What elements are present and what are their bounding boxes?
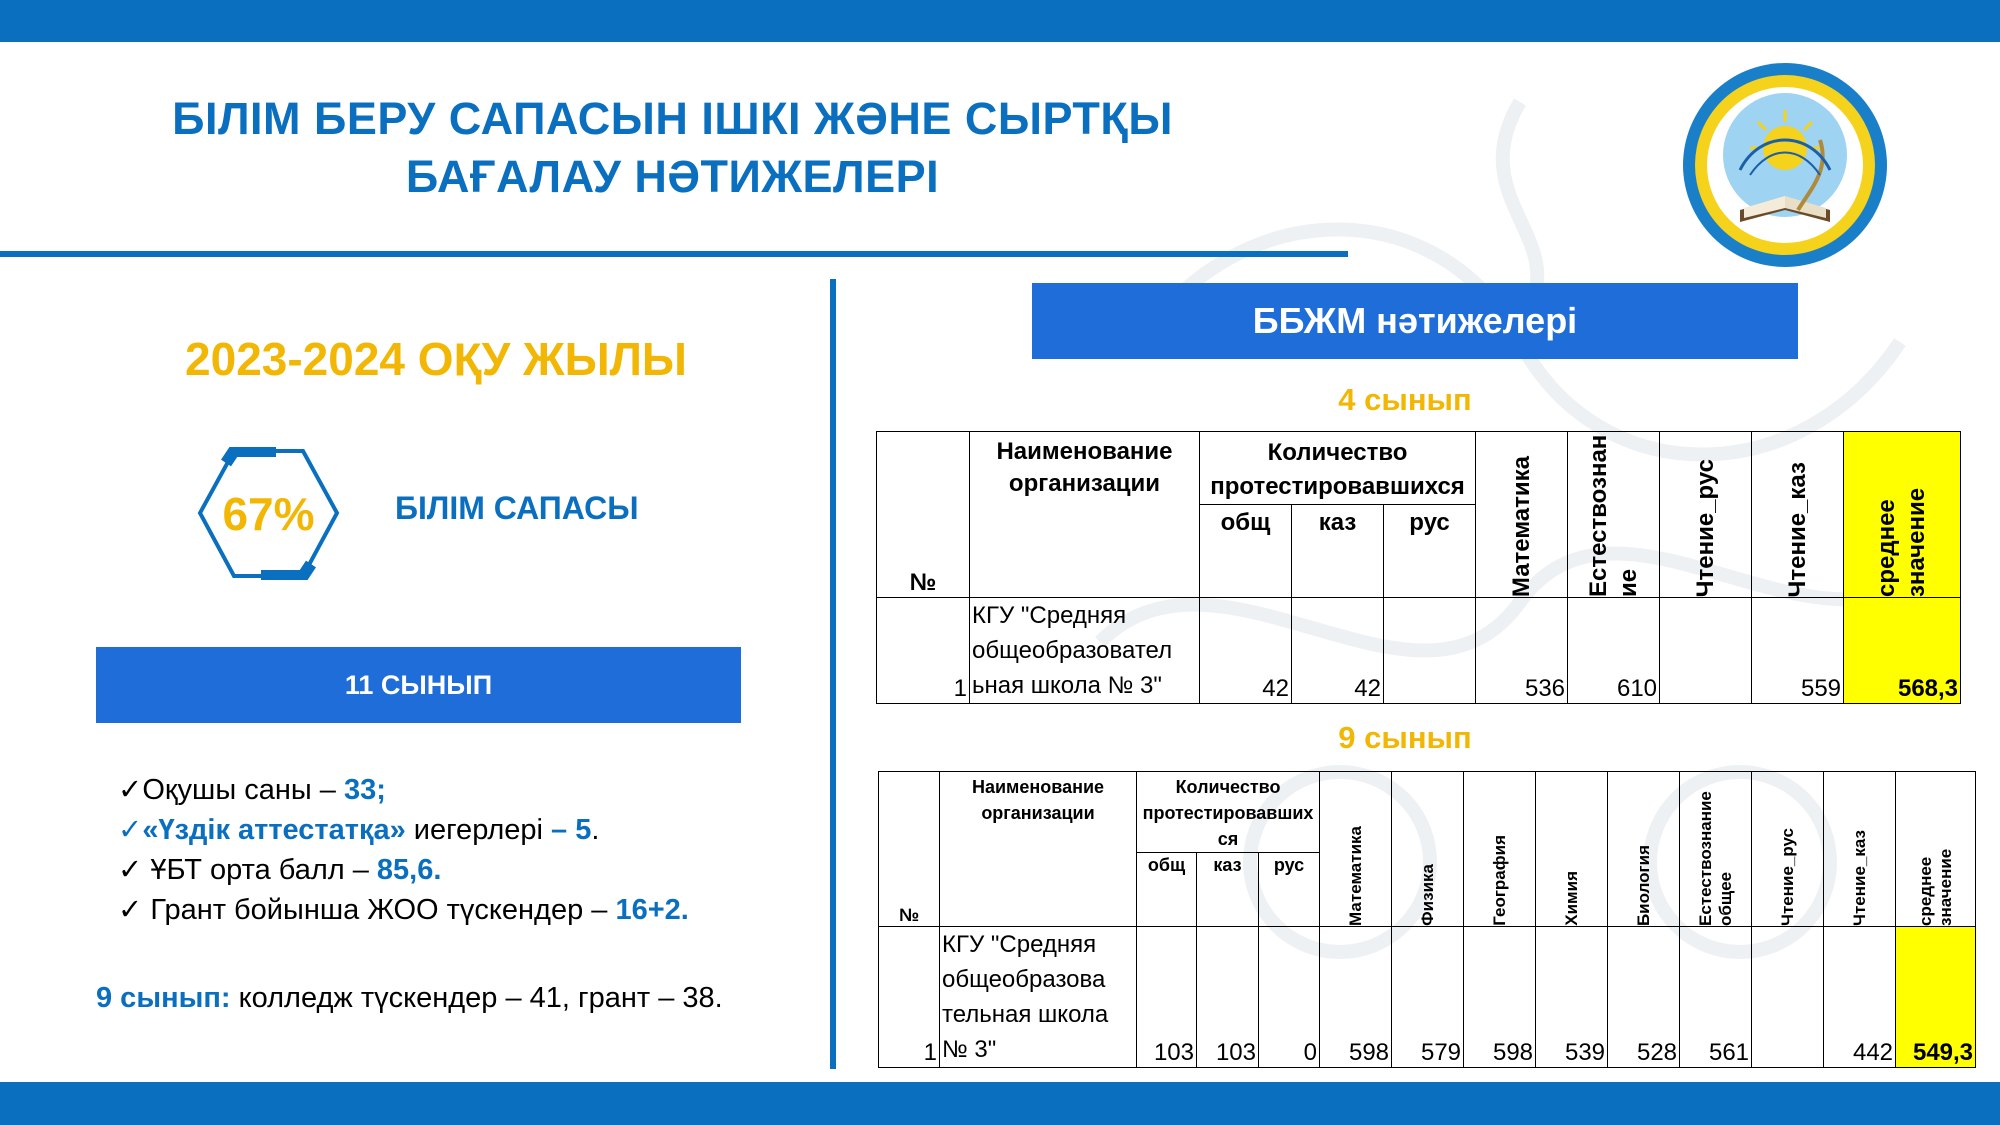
col-subject-header: Чтение_рус [1752, 772, 1824, 927]
table-row: 1 КГУ "Средняя общеобразовател ьная школа № 3" 42 42 536 610 559 568,3 [877, 598, 1961, 704]
col-average-header: среднее значение [1844, 432, 1961, 598]
col-subject-header: Чтение_каз [1752, 432, 1844, 598]
check-icon: ✓ [118, 814, 143, 846]
col-subject-header: Чтение_каз [1824, 772, 1896, 927]
bottom-bar [0, 1082, 2000, 1125]
list-item: ✓ ҰБТ орта балл – 85,6. [118, 854, 442, 886]
col-rus-header: рус [1384, 505, 1476, 598]
col-count-header: Количество протестировавших ся [1137, 772, 1320, 853]
top-bar [0, 0, 2000, 42]
check-icon: ✓ [118, 774, 143, 806]
org-name-cell: КГУ "Средняя общеобразова тельная школа № 3" [940, 927, 1137, 1068]
bbzhm-results-band: ББЖМ нәтижелері [1032, 283, 1798, 359]
col-number-header: № [877, 432, 970, 598]
col-subject-header: Физика [1392, 772, 1464, 927]
col-subject-header: Естествознание общее [1680, 772, 1752, 927]
list-item: ✓ Грант бойынша ЖОО түскендер – 16+2. [118, 894, 689, 926]
vertical-divider [830, 279, 836, 1069]
col-subject-header: Химия [1536, 772, 1608, 927]
list-item: ✓Оқушы саны – 33; [118, 774, 386, 806]
school-emblem-logo [1680, 60, 1890, 270]
col-count-header: Количество протестировавшихся [1200, 432, 1476, 505]
col-org-header: Наименование организации [940, 772, 1137, 927]
grade4-results-table [876, 431, 1961, 704]
grade4-heading: 4 сынып [1338, 382, 1472, 417]
org-name-cell: КГУ "Средняя общеобразовател ьная школа № 3" [970, 598, 1200, 704]
page-title-line1: БІЛІМ БЕРУ САПАСЫН ІШКІ ЖӘНЕ СЫРТҚЫ [172, 93, 1173, 144]
col-subject-header: Чтение_рус [1660, 432, 1752, 598]
list-item: ✓«Үздік аттестатқа» иегерлері – 5. [118, 814, 600, 846]
col-total-header: общ [1200, 505, 1292, 598]
col-average-header: среднее значение [1896, 772, 1976, 927]
quality-label: БІЛІМ САПАСЫ [395, 490, 639, 526]
average-value: 549,3 [1896, 927, 1976, 1068]
col-kaz-header: каз [1197, 853, 1259, 927]
col-total-header: общ [1137, 853, 1197, 927]
grade9-heading: 9 сынып [1338, 720, 1472, 755]
title-underline [0, 251, 1348, 257]
academic-year-heading: 2023-2024 ОҚУ ЖЫЛЫ [185, 333, 687, 385]
check-icon: ✓ [118, 894, 143, 926]
col-subject-header: Биология [1608, 772, 1680, 927]
col-number-header: № [879, 772, 940, 927]
col-org-header: Наименование организации [970, 432, 1200, 598]
quality-percent: 67% [222, 488, 315, 540]
col-subject-header: Математика [1476, 432, 1568, 598]
col-rus-header: рус [1259, 853, 1320, 927]
table-row: 1 КГУ "Средняя общеобразова тельная школа № 3" 103 103 0 598 579 598 539 528 561 442 549,3 [879, 927, 1976, 1068]
grade9-results-table [878, 771, 1976, 1068]
col-subject-header: География [1464, 772, 1536, 927]
page-title-line2: БАҒАЛАУ НӘТИЖЕЛЕРІ [405, 151, 940, 202]
col-kaz-header: каз [1292, 505, 1384, 598]
col-subject-header: Математика [1320, 772, 1392, 927]
average-value: 568,3 [1844, 598, 1961, 704]
page-title [0, 90, 1345, 206]
grade9-summary: 9 сынып: колледж түскендер – 41, грант – 38. [96, 982, 723, 1014]
col-subject-header: Естествознан ие [1568, 432, 1660, 598]
grade11-stats-list [118, 770, 689, 930]
check-icon: ✓ [118, 854, 143, 886]
grade11-band: 11 СЫНЫП [96, 647, 741, 723]
